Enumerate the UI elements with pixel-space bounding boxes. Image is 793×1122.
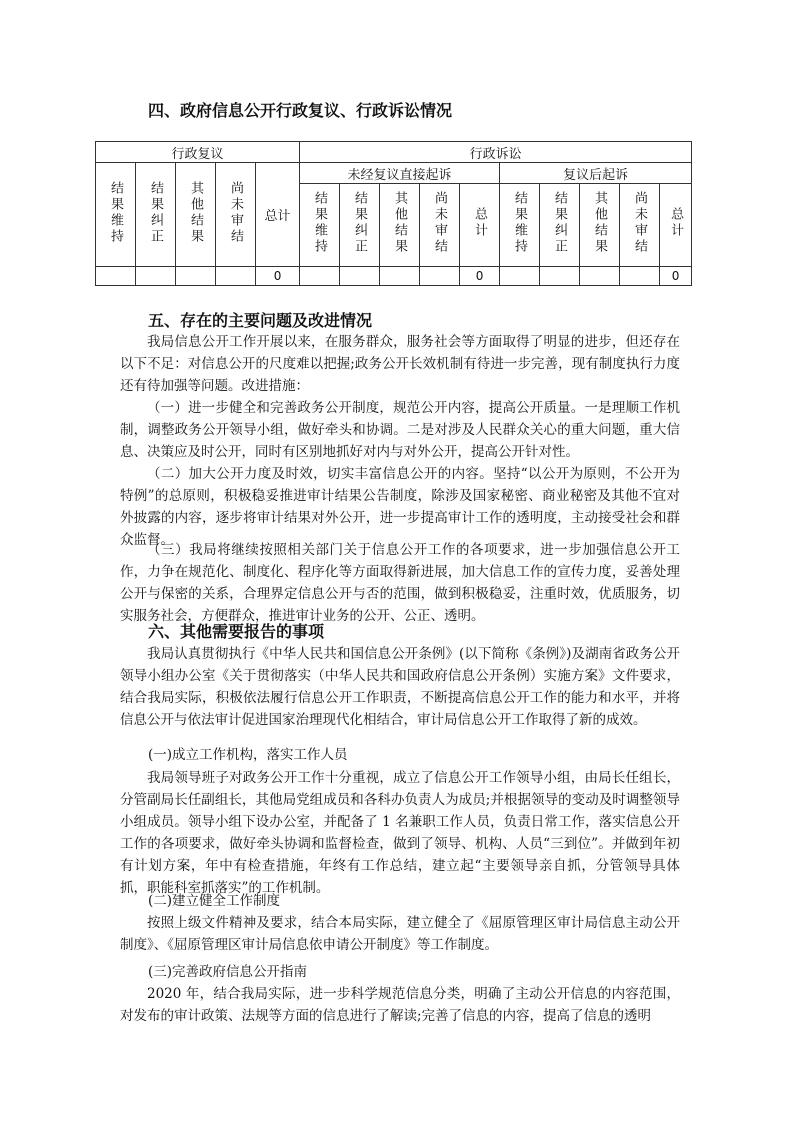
table-cell (300, 267, 340, 286)
table-cell (340, 267, 380, 286)
subheading: (二)建立健全工作制度 (148, 893, 281, 909)
direct-total-value: 0 (460, 267, 500, 286)
review-col-other: 其他结果 (176, 163, 216, 267)
table-cell (420, 267, 460, 286)
review-col-total: 总计 (256, 163, 300, 267)
section-5-heading: 五、存在的主要问题及改进情况 (148, 311, 373, 330)
table-cell (380, 267, 420, 286)
after-total-value: 0 (660, 267, 692, 286)
header-after-review-suit: 复议后起诉 (500, 163, 692, 184)
table-cell (540, 267, 580, 286)
review-litigation-table (95, 141, 692, 286)
table-cell (500, 267, 540, 286)
after-col-other: 其他结果 (580, 184, 620, 267)
paragraph: （二）加大公开力度及时效，切实丰富信息公开的内容。坚持“以公开为原则，不公开为特例”的总原则，积极稳妥推进审计结果公告制度，除涉及国家秘密、商业秘密及其他不宜对外披露的内容，逐步将审计结果对外公开，进一步提高审计工作的透明度，主动接受社会和群众监督。 (120, 466, 680, 548)
review-col-pending: 尚未审结 (216, 163, 256, 267)
table-cell (620, 267, 660, 286)
review-col-fix: 结果纠正 (136, 163, 176, 267)
after-col-pending: 尚未审结 (620, 184, 660, 267)
direct-col-pending: 尚未审结 (420, 184, 460, 267)
paragraph: 我局信息公开工作开展以来，在服务群众，服务社会等方面取得了明显的进步，但还存在以下不足：对信息公开的尺度难以把握;政务公开长效机制有待进一步完善，现有制度执行力度还有待加强等问题。改进措施： (120, 334, 680, 394)
paragraph: 2020 年，结合我局实际，进一步科学规范信息分类，明确了主动公开信息的内容范围，对发布的审计政策、法规等方面的信息进行了解读;完善了信息的内容，提高了信息的透明 (120, 986, 680, 1024)
header-direct-suit: 未经复议直接起诉 (300, 163, 500, 184)
paragraph: （一）进一步健全和完善政务公开制度，规范公开内容，提高公开质量。一是理顺工作机制，调整政务公开领导小组，做好牵头和协调。二是对涉及人民群众关心的重大问题，重大信息、决策应及时公开，同时有区别地抓好对内与对外公开，提高公开针对性。 (120, 400, 680, 460)
header-review: 行政复议 (96, 142, 300, 163)
table-cell (216, 267, 256, 286)
table-cell (176, 267, 216, 286)
paragraph: 我局领导班子对政务公开工作十分重视，成立了信息公开工作领导小组，由局长任组长，分管副局长任副组长，其他局党组成员和各科办负责人为成员;并根据领导的变动及时调整领导小组成员。领导小组下设办公室，并配备了 1 名兼职工作人员，负责日常工作，落实信息公开工作的各项要求，做好牵头协调和监督检查，做到了领导、机构、人员“三到位”。并做到年初有计划方案，年中有检查措施，年终有工作总结，建立起“主要领导亲自抓，分管领导具体抓，职能科室抓落实”的工作机制。 (120, 770, 680, 896)
review-total-value: 0 (256, 267, 300, 286)
after-col-fix: 结果纠正 (540, 184, 580, 267)
section-4-heading: 四、政府信息公开行政复议、行政诉讼情况 (148, 101, 453, 120)
subheading: (三)完善政府信息公开指南 (148, 964, 308, 980)
table-cell (580, 267, 620, 286)
subheading: (一)成立工作机构，落实工作人员 (148, 747, 348, 763)
header-litigation: 行政诉讼 (300, 142, 692, 163)
paragraph: 按照上级文件精神及要求，结合本局实际，建立健全了《屈原管理区审计局信息主动公开制度》、《屈原管理区审计局信息依申请公开制度》等工作制度。 (120, 915, 680, 953)
after-col-total: 总计 (660, 184, 692, 267)
paragraph: （三）我局将继续按照相关部门关于信息公开工作的各项要求，进一步加强信息公开工作，力争在规范化、制度化、程序化等方面取得新进展，加大信息工作的宣传力度，妥善处理公开与保密的关系，合理界定信息公开与否的范围，做到积极稳妥，注重时效，优质服务，切实服务社会，方便群众，推进审计业务的公开、公正、透明。 (120, 542, 680, 624)
direct-col-fix: 结果纠正 (340, 184, 380, 267)
direct-col-other: 其他结果 (380, 184, 420, 267)
paragraph: 我局认真贯彻执行《中华人民共和国信息公开条例》(以下简称《条例》)及湖南省政务公开领导小组办公室《关于贯彻落实（中华人民共和国政府信息公开条例）实施方案》文件要求，结合我局实际，积极依法履行信息公开工作职责，不断提高信息公开工作的能力和水平，并将信息公开与依法审计促进国家治理现代化相结合，审计局信息公开工作取得了新的成效。 (120, 646, 680, 728)
direct-col-keep: 结果维持 (300, 184, 340, 267)
section-6-heading: 六、其他需要报告的事项 (148, 622, 325, 641)
table-cell (136, 267, 176, 286)
after-col-keep: 结果维持 (500, 184, 540, 267)
review-col-keep: 结果维持 (96, 163, 136, 267)
table-cell (96, 267, 136, 286)
direct-col-total: 总计 (460, 184, 500, 267)
